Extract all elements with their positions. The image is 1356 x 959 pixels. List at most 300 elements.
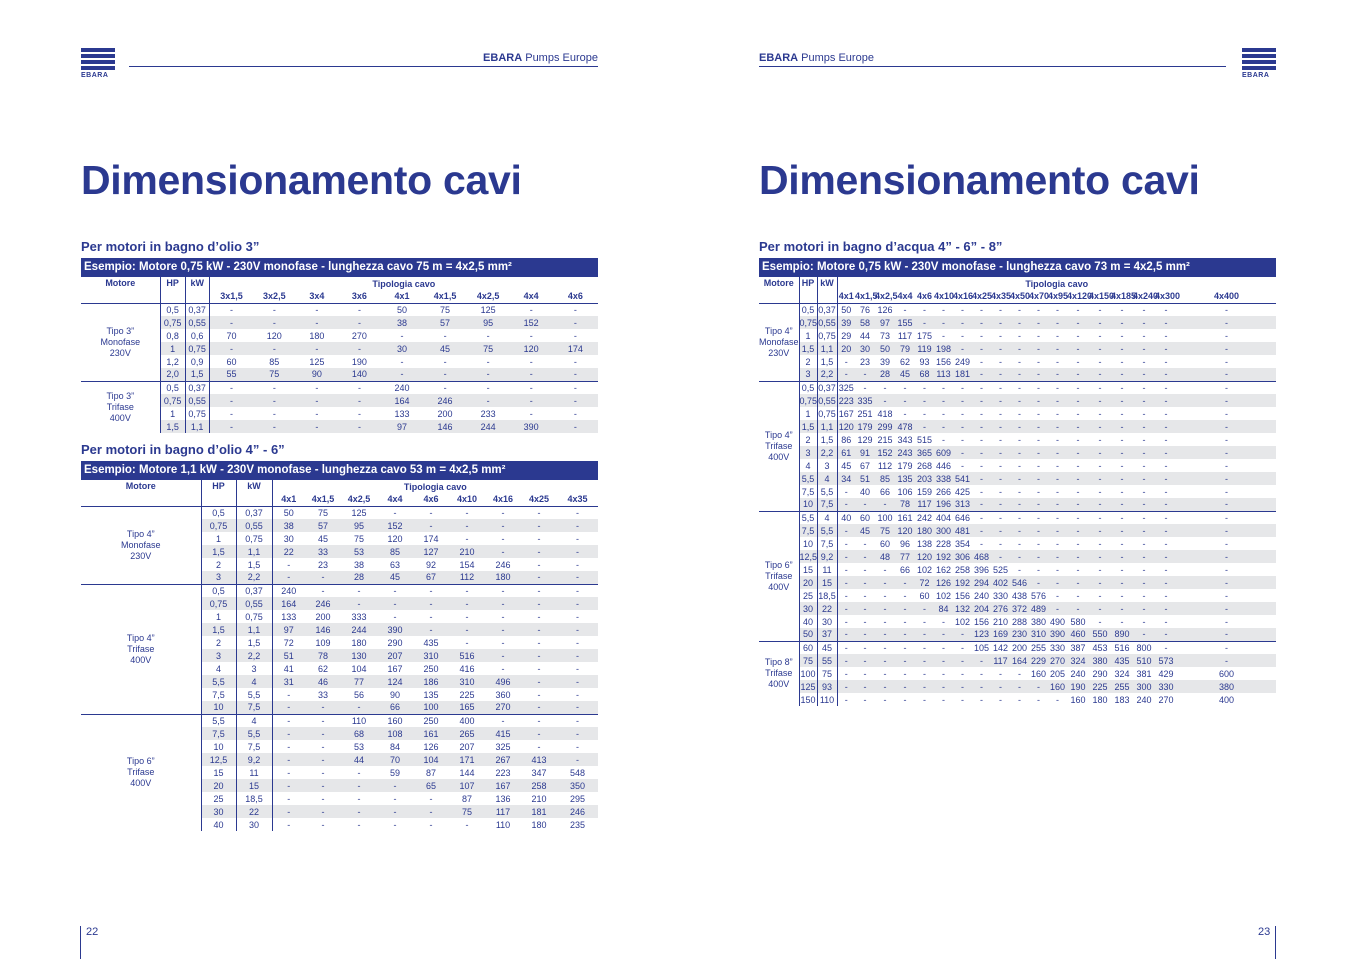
length-cell: 425 [954, 486, 971, 497]
length-cell: 126 [423, 741, 439, 752]
length-cell: - [557, 571, 598, 584]
hp-cell: 5,5 [799, 472, 817, 485]
table-row [759, 446, 1276, 459]
cable-type-header: 4x35 [567, 494, 588, 505]
length-cell: - [1089, 446, 1111, 459]
length-cell: - [875, 654, 895, 667]
length-cell: - [341, 701, 377, 714]
length-cell: 160 [377, 714, 413, 727]
length-cell: - [999, 330, 1002, 341]
kw-cell: 1,1 [236, 623, 272, 636]
kw-cell: 2,2 [817, 446, 837, 459]
length-cell: - [485, 584, 521, 597]
length-cell: - [991, 342, 1010, 355]
length-cell: 105 [973, 642, 990, 653]
hp-cell: 2 [201, 558, 236, 571]
length-cell: 62 [317, 663, 328, 674]
length-cell: - [501, 637, 505, 648]
length-cell: - [1177, 641, 1276, 654]
length-cell: - [961, 460, 964, 471]
page-edge-rule [80, 926, 81, 959]
length-cell: 310 [413, 649, 449, 662]
length-cell: - [1111, 303, 1133, 316]
table-row [759, 316, 1276, 329]
length-cell: 164 [272, 597, 305, 610]
length-cell: - [1067, 446, 1089, 459]
hp-cell: 0,5 [201, 506, 236, 519]
length-cell: - [1076, 564, 1080, 575]
length-cell: 233 [480, 408, 496, 419]
length-cell: - [1076, 408, 1080, 419]
length-cell: - [837, 550, 855, 563]
length-cell: 126 [935, 577, 952, 588]
hp-cell: 5,5 [201, 714, 236, 727]
length-cell: - [915, 303, 934, 316]
length-cell: - [1076, 330, 1080, 341]
section-heading-water: Per motori in bagno d’acqua 4” - 6” - 8” [759, 239, 1003, 254]
length-cell: 343 [897, 434, 913, 445]
length-cell: - [1155, 524, 1177, 537]
hp-cell: 100 [800, 668, 816, 679]
length-cell: - [424, 368, 467, 381]
length-cell: 44 [859, 330, 870, 341]
length-cell: - [272, 701, 305, 714]
hp-cell: 75 [799, 654, 817, 667]
length-cell: 210 [992, 616, 1009, 627]
length-cell: 63 [389, 559, 400, 570]
length-cell: 573 [1155, 654, 1177, 667]
length-cell: 102 [954, 616, 971, 627]
length-cell: - [377, 584, 413, 597]
length-cell: - [991, 524, 1010, 537]
length-cell: - [1010, 381, 1029, 394]
length-cell: 60 [855, 511, 875, 524]
length-cell: - [999, 408, 1002, 419]
kw-cell: 0,55 [236, 519, 272, 532]
length-cell: - [1056, 434, 1059, 445]
length-cell: - [1029, 394, 1048, 407]
length-cell: - [855, 498, 875, 511]
kw-cell: 93 [817, 680, 837, 693]
length-cell: - [923, 408, 926, 419]
length-cell: - [991, 368, 1010, 381]
length-cell: 609 [935, 447, 952, 458]
hp-cell: 30 [201, 805, 236, 818]
length-cell: 117 [485, 805, 521, 818]
length-cell: 95 [341, 519, 377, 532]
hp-cell: 0,75 [799, 317, 818, 328]
length-cell: - [1089, 342, 1111, 355]
brand-bold: EBARA [483, 52, 523, 64]
length-cell: - [305, 753, 341, 766]
length-cell: 310 [449, 675, 485, 688]
length-cell: - [999, 668, 1002, 679]
length-cell: 33 [305, 545, 341, 558]
length-cell: 38 [272, 519, 305, 532]
length-cell: - [1089, 381, 1111, 394]
cable-type-header: 4x1 [394, 291, 410, 302]
length-cell: - [537, 637, 541, 648]
length-cell: 119 [915, 342, 934, 355]
length-cell: - [295, 420, 338, 433]
length-cell: 91 [855, 446, 875, 459]
length-cell: - [903, 694, 907, 705]
length-cell: - [934, 381, 953, 394]
length-cell: - [209, 407, 253, 420]
length-cell: - [1029, 472, 1048, 485]
length-cell: - [557, 727, 598, 740]
length-cell: - [1067, 511, 1089, 524]
length-cell: 125 [309, 356, 325, 367]
kw-cell: 4 [236, 714, 272, 727]
length-cell: - [272, 766, 305, 779]
length-cell: 125 [467, 303, 510, 316]
length-cell: 225 [459, 689, 475, 700]
length-cell: - [1076, 460, 1080, 471]
length-cell: - [521, 597, 557, 610]
header-kw: kW [236, 480, 272, 506]
length-cell: 155 [895, 316, 915, 329]
length-cell: - [1076, 538, 1080, 549]
header-tipologia: Tipologia cavo [209, 277, 598, 290]
length-cell: - [510, 368, 553, 381]
kw-cell: 3 [817, 459, 837, 472]
length-cell: - [553, 316, 598, 329]
section-heading-oil-3: Per motori in bagno d’olio 3” [81, 239, 260, 254]
length-cell: - [357, 819, 361, 830]
length-cell: - [557, 623, 598, 636]
length-cell: 174 [423, 533, 439, 544]
length-cell: - [903, 668, 907, 679]
length-cell: - [521, 545, 557, 558]
length-cell: 205 [1049, 668, 1066, 679]
length-cell: - [1098, 590, 1102, 601]
length-cell: - [855, 654, 875, 667]
length-cell: - [521, 727, 557, 740]
length-cell: - [467, 394, 510, 407]
length-cell: 160 [1049, 681, 1066, 692]
length-cell: - [557, 597, 598, 610]
length-cell: 156 [954, 590, 971, 601]
length-cell: - [537, 611, 541, 622]
header-row [81, 277, 598, 290]
length-cell: - [573, 408, 577, 419]
length-cell: - [1111, 524, 1133, 537]
length-cell: - [1120, 538, 1124, 549]
length-cell: - [837, 589, 855, 602]
length-cell: - [837, 667, 855, 680]
length-cell: - [272, 408, 276, 419]
length-cell: - [573, 330, 577, 341]
kw-cell: 0,37 [236, 584, 272, 597]
length-cell: 416 [459, 663, 475, 674]
kw-cell: 1,1 [236, 545, 272, 558]
hp-cell: 1 [201, 610, 236, 623]
hp-cell: 15 [799, 563, 817, 576]
length-cell: - [537, 741, 541, 752]
length-cell: - [272, 818, 305, 831]
length-cell: - [485, 506, 521, 519]
kw-cell: 7,5 [817, 498, 837, 511]
length-cell: - [485, 545, 521, 558]
length-cell: - [1037, 538, 1040, 549]
length-cell: 204 [973, 603, 990, 614]
length-cell: - [1155, 420, 1177, 433]
length-cell: 117 [991, 654, 1010, 667]
length-cell: - [449, 597, 485, 610]
cable-type-header: 4x4 [523, 291, 539, 302]
length-cell: - [521, 714, 557, 727]
length-cell: - [1155, 368, 1177, 381]
length-cell: - [915, 641, 934, 654]
length-cell: - [1076, 434, 1080, 445]
length-cell: - [341, 584, 377, 597]
length-cell: - [883, 616, 887, 627]
length-cell: 240 [1070, 668, 1086, 679]
length-cell: - [953, 420, 972, 433]
hp-cell: 30 [799, 602, 817, 615]
length-cell: 294 [973, 577, 990, 588]
length-cell: 481 [954, 525, 971, 536]
table-row [759, 589, 1276, 602]
cable-type-header: 4x240 [1133, 291, 1159, 302]
length-cell: 580 [1070, 616, 1086, 627]
length-cell: 96 [899, 538, 910, 549]
length-cell: - [942, 694, 945, 705]
length-cell: - [961, 434, 964, 445]
kw-cell: 0,75 [236, 532, 272, 545]
kw-cell: 1,1 [185, 420, 209, 433]
length-cell: - [1111, 381, 1133, 394]
length-cell: 84 [934, 602, 953, 615]
length-cell: - [895, 602, 915, 615]
length-cell: 120 [266, 330, 282, 341]
hp-cell: 0,5 [160, 381, 185, 394]
length-cell: - [521, 506, 557, 519]
length-cell: 102 [935, 590, 952, 601]
length-cell: - [1111, 316, 1133, 329]
length-cell: 97 [875, 316, 895, 329]
length-cell: - [1048, 550, 1067, 563]
length-cell: - [942, 616, 945, 627]
hp-cell: 0,8 [160, 329, 185, 342]
length-cell: - [529, 330, 533, 341]
length-cell: 84 [389, 741, 400, 752]
length-cell: 30 [380, 342, 423, 355]
length-cell: - [1142, 590, 1146, 601]
length-cell: - [1098, 460, 1102, 471]
motor-group-label: Tipo 6” Trifase 400V [81, 714, 201, 831]
length-cell: - [991, 316, 1010, 329]
length-cell: 429 [1158, 668, 1174, 679]
kw-cell: 7,5 [817, 537, 837, 550]
length-cell: - [1164, 590, 1168, 601]
length-cell: - [357, 408, 361, 419]
length-cell: - [863, 564, 867, 575]
length-cell: - [1048, 446, 1067, 459]
kw-cell: 22 [236, 805, 272, 818]
length-cell: 40 [837, 511, 855, 524]
header-hp: HP [799, 277, 817, 303]
length-cell: - [837, 615, 855, 628]
length-cell: 40 [859, 486, 870, 497]
length-cell: 135 [423, 689, 439, 700]
length-cell: 95 [467, 316, 510, 329]
length-cell: 45 [377, 571, 413, 584]
length-cell: - [1056, 538, 1059, 549]
length-cell: 107 [449, 779, 485, 792]
brand-header [759, 52, 874, 64]
length-cell: - [486, 330, 490, 341]
length-cell: - [1225, 486, 1228, 497]
length-cell: 20 [837, 342, 855, 355]
length-cell: 251 [857, 408, 873, 419]
length-cell: 112 [449, 571, 485, 584]
length-cell: - [1177, 472, 1276, 485]
length-cell: - [321, 819, 325, 830]
length-cell: - [253, 342, 295, 355]
length-cell: 230 [1011, 629, 1028, 640]
length-cell: 180 [1092, 694, 1108, 705]
kw-cell: 4 [817, 472, 837, 485]
cable-type-header: 4x1,5 [311, 494, 335, 505]
length-cell: 31 [272, 675, 305, 688]
length-cell: - [576, 611, 580, 622]
length-cell: - [991, 550, 1010, 563]
length-cell: 200 [1011, 642, 1028, 653]
table-row [81, 714, 598, 727]
length-cell: - [1155, 511, 1177, 524]
length-cell: 86 [837, 433, 855, 446]
length-cell: 109 [315, 637, 331, 648]
length-cell: - [1120, 564, 1124, 575]
length-cell: - [915, 654, 934, 667]
length-cell: - [501, 611, 505, 622]
ebara-logo [81, 48, 115, 79]
length-cell: - [429, 611, 433, 622]
kw-cell: 18,5 [236, 792, 272, 805]
length-cell: - [1098, 538, 1102, 549]
length-cell: 68 [915, 368, 934, 381]
length-cell: - [837, 524, 855, 537]
length-cell: - [1120, 486, 1124, 497]
length-cell: - [272, 558, 305, 571]
length-cell: - [934, 628, 953, 641]
cable-table-oil-3 [81, 258, 598, 433]
header-rule [759, 66, 1226, 67]
length-cell: - [295, 316, 338, 329]
hp-cell: 0,75 [160, 316, 185, 329]
length-cell: 50 [837, 303, 855, 316]
length-cell: - [972, 394, 991, 407]
kw-cell: 15 [236, 779, 272, 792]
length-cell: 161 [895, 511, 915, 524]
length-cell: - [1089, 550, 1111, 563]
length-cell: 120 [916, 551, 933, 562]
length-cell: 79 [895, 342, 915, 355]
length-cell: 154 [459, 559, 475, 570]
length-cell: 144 [459, 767, 475, 778]
length-cell: 75 [353, 533, 364, 544]
page-number: 22 [86, 926, 99, 938]
header-hp: HP [201, 480, 236, 506]
length-cell: - [305, 584, 341, 597]
hp-cell: 10 [201, 701, 236, 714]
length-cell: - [1029, 550, 1048, 563]
length-cell: - [923, 668, 926, 679]
length-cell: - [1111, 602, 1133, 615]
length-cell: - [449, 584, 485, 597]
length-cell: - [485, 623, 521, 636]
length-cell: 23 [317, 559, 328, 570]
length-cell: 130 [341, 649, 377, 662]
length-cell: - [980, 434, 983, 445]
length-cell: - [883, 668, 887, 679]
length-cell: - [991, 420, 1010, 433]
length-cell: 164 [1011, 655, 1028, 666]
length-cell: - [1018, 668, 1021, 679]
length-cell: 181 [954, 369, 971, 380]
kw-cell: 0,37 [185, 303, 209, 316]
length-cell: - [377, 597, 413, 610]
length-cell: 23 [859, 356, 870, 367]
length-cell: - [980, 668, 983, 679]
length-cell: 338 [935, 473, 952, 484]
length-cell: - [895, 641, 915, 654]
kw-cell: 0,9 [185, 355, 209, 368]
length-cell: 120 [387, 533, 403, 544]
length-cell: - [400, 356, 404, 367]
cable-type-header: 3x6 [351, 291, 367, 302]
length-cell: 106 [897, 486, 913, 497]
length-cell: 53 [341, 545, 377, 558]
length-cell: 161 [413, 727, 449, 740]
length-cell: - [1142, 330, 1146, 341]
length-cell: 127 [413, 545, 449, 558]
length-cell: 120 [838, 421, 854, 432]
length-cell: - [1010, 394, 1029, 407]
length-cell: - [972, 420, 991, 433]
length-cell: - [1076, 486, 1080, 497]
length-cell: - [393, 819, 397, 830]
kw-cell: 0,75 [185, 342, 209, 355]
kw-cell: 22 [817, 602, 837, 615]
length-cell: 78 [305, 649, 341, 662]
length-cell: - [875, 602, 895, 615]
length-cell: - [321, 741, 325, 752]
length-cell: 186 [413, 675, 449, 688]
length-cell: - [557, 753, 598, 766]
length-cell: - [953, 628, 972, 641]
length-cell: - [341, 805, 377, 818]
length-cell: - [837, 576, 855, 589]
kw-cell: 1,5 [236, 636, 272, 649]
length-cell: - [953, 680, 972, 693]
length-cell: - [465, 819, 469, 830]
length-cell: - [1120, 408, 1124, 419]
header-row [759, 277, 1276, 290]
length-cell: - [1120, 590, 1124, 601]
length-cell: 164 [380, 394, 423, 407]
length-cell: 46 [305, 675, 341, 688]
length-cell: - [1029, 316, 1048, 329]
length-cell: - [377, 805, 413, 818]
hp-cell: 3 [799, 368, 817, 381]
length-cell: - [485, 597, 521, 610]
length-cell: - [1089, 498, 1111, 511]
length-cell: - [510, 381, 553, 394]
header-row [81, 480, 598, 493]
